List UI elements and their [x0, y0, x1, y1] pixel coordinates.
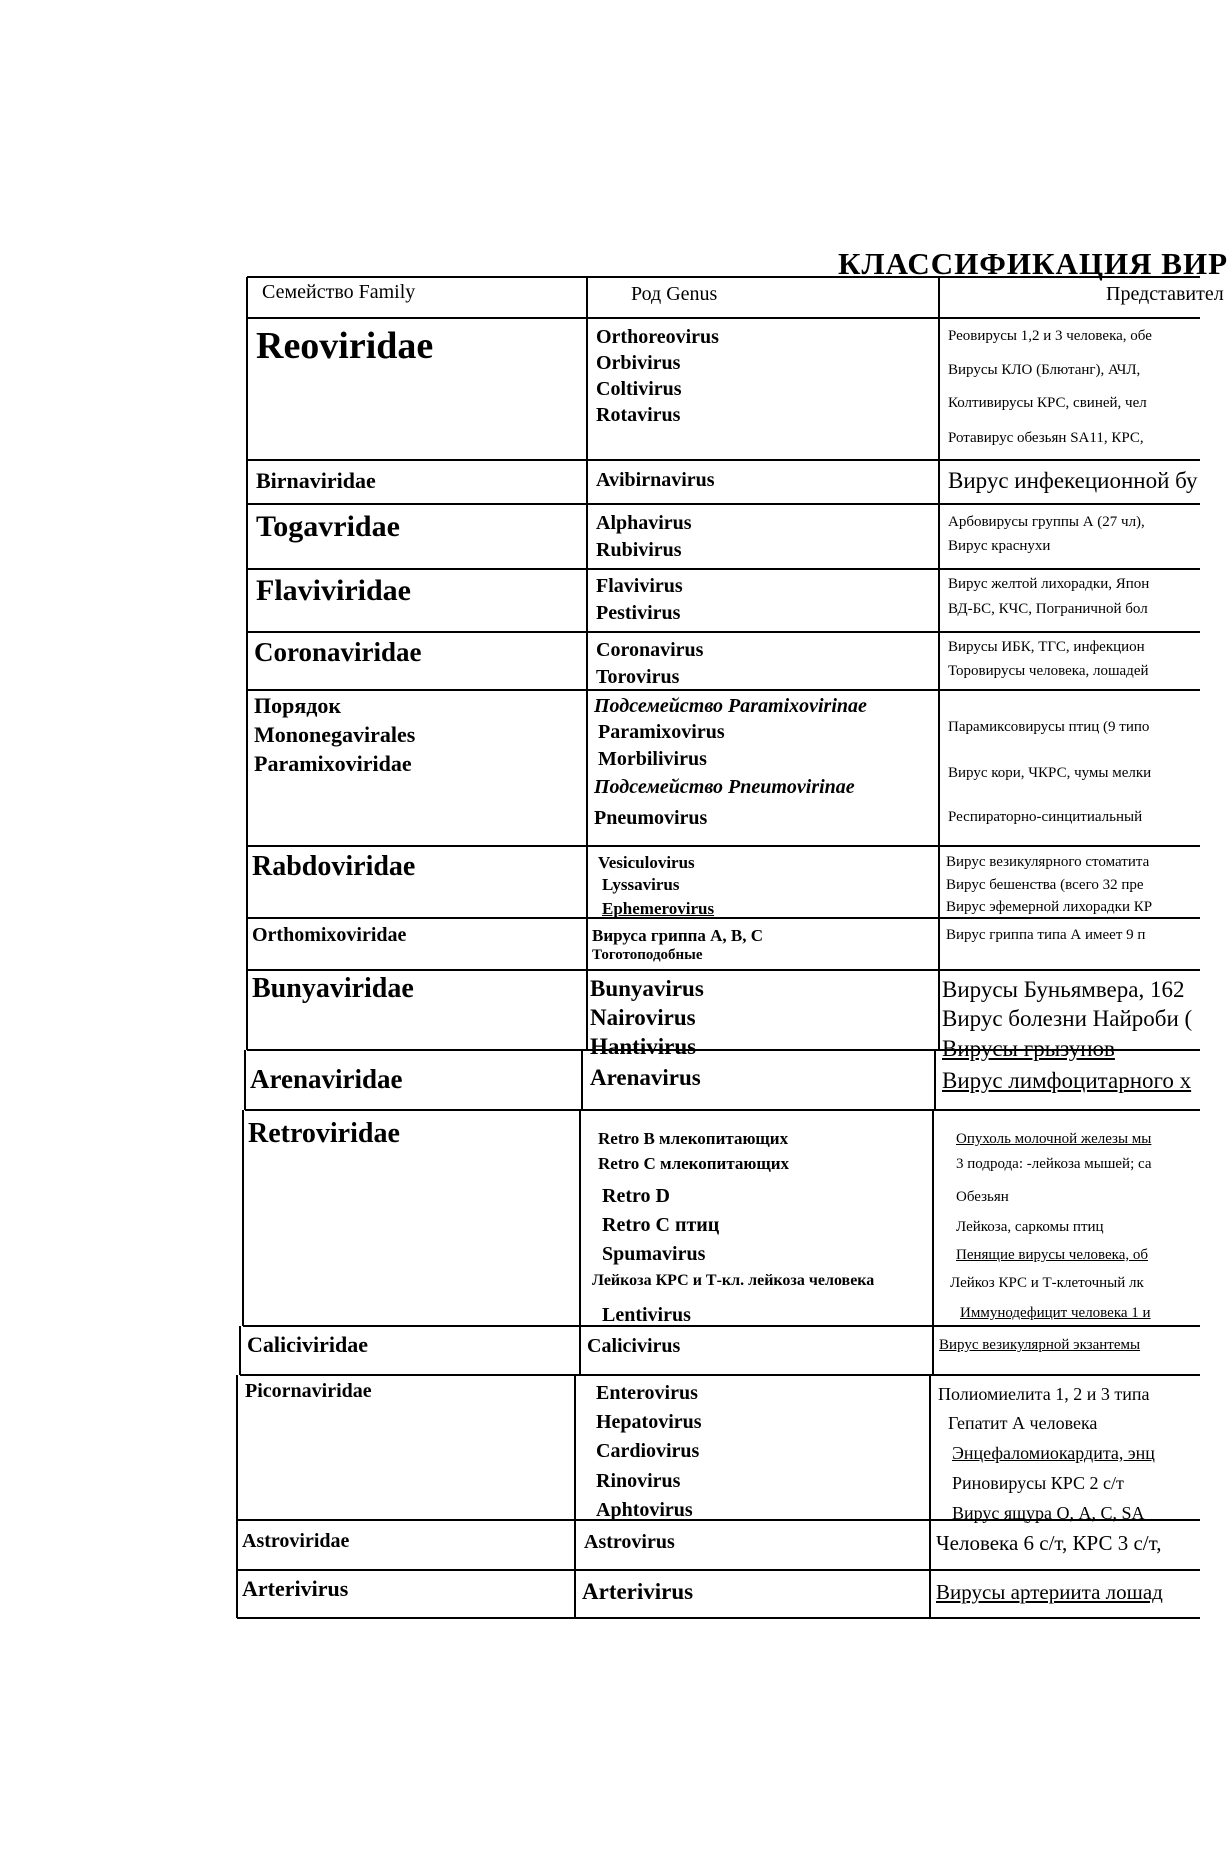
rep-rhabdoviridae-2: Вирус бешенства (всего 32 пре — [946, 877, 1144, 893]
genus-hantivirus: Hantivirus — [590, 1034, 697, 1059]
header-family: Семейство Family — [262, 281, 416, 303]
family-reoviridae: Reoviridae — [256, 325, 434, 367]
genus-paramixovirus: Paramixovirus — [598, 721, 725, 743]
rep-retroviridae-5: Пенящие вирусы человека, об — [956, 1247, 1148, 1263]
rep-reoviridae-3: Колтивирусы КРС, свиней, чел — [948, 395, 1147, 411]
genus-nairovirus: Nairovirus — [590, 1005, 696, 1030]
rep-coronaviridae-1: Вирусы ИБК, ТГС, инфекцион — [948, 639, 1145, 655]
family-coronaviridae: Coronaviridae — [254, 637, 422, 667]
rep-bunyaviridae-2: Вирус болезни Найроби ( — [942, 1006, 1193, 1031]
rep-togaviridae-2: Вирус краснухи — [948, 538, 1051, 554]
genus-influenza: Вируса гриппа А, В, С — [592, 926, 764, 945]
rep-togaviridae-1: Арбовирусы группы А (27 чл), — [948, 514, 1145, 530]
family-bunyaviridae: Bunyaviridae — [252, 973, 414, 1004]
family-arterivirus: Arterivirus — [242, 1576, 349, 1601]
genus-rotavirus: Rotavirus — [596, 404, 681, 426]
family-astroviridae: Astroviridae — [242, 1530, 350, 1552]
family-arenaviridae: Arenaviridae — [250, 1064, 403, 1094]
rep-picornaviridae-2: Гепатит А человека — [948, 1413, 1098, 1433]
family-birnaviridae: Birnaviridae — [256, 468, 376, 493]
rep-bunyaviridae-3: Вирусы грызунов — [942, 1036, 1115, 1061]
genus-cardiovirus: Cardiovirus — [596, 1440, 700, 1462]
genus-ephemerovirus: Ephemerovirus — [602, 899, 715, 918]
rep-astroviridae-1: Человека 6 с/т, КРС 3 с/т, — [936, 1531, 1162, 1555]
family-orthomyxoviridae: Orthomixoviridae — [252, 924, 407, 946]
rep-retroviridae-2: 3 подрода: -лейкоза мышей; са — [956, 1156, 1152, 1172]
genus-astrovirus: Astrovirus — [584, 1531, 675, 1553]
genus-thogoto-like: Тоготоподобные — [592, 947, 703, 963]
genus-spumavirus: Spumavirus — [602, 1243, 706, 1265]
rep-reoviridae-2: Вирусы КЛО (Блютанг), АЧЛ, — [948, 362, 1141, 378]
rep-retroviridae-6: Лейкоз КРС и Т-клеточный лк — [950, 1275, 1144, 1291]
family-retroviridae: Retroviridae — [248, 1118, 400, 1149]
genus-torovirus: Torovirus — [596, 666, 680, 688]
rep-picornaviridae-5: Вирус ящура О, А, С, SA — [952, 1503, 1145, 1523]
genus-morbilivirus: Morbilivirus — [598, 748, 707, 770]
subfamily-paramixovirinae: Подсемейство Paramixovirinae — [594, 695, 867, 717]
genus-retro-c-mammals: Retro С млекопитающих — [598, 1154, 790, 1173]
family-mononegavirales: Mononegavirales — [254, 722, 416, 747]
family-paramixoviridae: Paramixoviridae — [254, 751, 412, 776]
header-genus: Род Genus — [631, 283, 718, 305]
rep-reoviridae-4: Ротавирус обезьян SA11, КРС, — [948, 430, 1144, 446]
subfamily-pneumovirinae: Подсемейство Pneumovirinae — [594, 776, 855, 798]
genus-coltivirus: Coltivirus — [596, 378, 682, 400]
rep-retroviridae-7: Иммунодефицит человека 1 и — [960, 1305, 1151, 1321]
genus-blv-htlv: Лейкоза КРС и Т-кл. лейкоза человека — [592, 1272, 875, 1289]
genus-rinovirus: Rinovirus — [596, 1470, 681, 1492]
rep-arenaviridae-1: Вирус лимфоцитарного х — [942, 1068, 1192, 1093]
genus-alphavirus: Alphavirus — [596, 512, 692, 534]
genus-calicivirus: Calicivirus — [587, 1335, 681, 1357]
family-togaviridae: Togavridae — [256, 510, 400, 543]
rep-paramyxoviridae-1: Парамиксовирусы птиц (9 типо — [948, 719, 1150, 735]
rep-caliciviridae-1: Вирус везикулярной экзантемы — [939, 1337, 1141, 1353]
genus-rubivirus: Rubivirus — [596, 539, 682, 561]
rep-birnaviridae-1: Вирус инфекеционной бу — [948, 468, 1198, 493]
rep-coronaviridae-2: Торовирусы человека, лошадей — [948, 663, 1149, 679]
genus-arenavirus: Arenavirus — [590, 1065, 701, 1090]
rep-arterivirus-1: Вирусы артериита лошад — [936, 1580, 1163, 1604]
family-rhabdoviridae: Rabdoviridae — [252, 851, 416, 882]
genus-retro-d: Retro D — [602, 1185, 670, 1207]
family-picornaviridae: Picornaviridae — [245, 1380, 372, 1402]
genus-bunyavirus: Bunyavirus — [590, 976, 704, 1001]
genus-retro-b-mammals: Retro В млекопитающих — [598, 1129, 789, 1148]
rep-flaviviridae-2: ВД-БС, КЧС, Пограничной бол — [948, 601, 1148, 617]
rep-paramyxoviridae-2: Вирус кори, ЧКРС, чумы мелки — [948, 765, 1152, 781]
genus-aphtovirus: Aphtovirus — [596, 1499, 693, 1521]
rep-rhabdoviridae-1: Вирус везикулярного стоматита — [946, 854, 1150, 870]
genus-arterivirus: Arterivirus — [582, 1579, 694, 1604]
header-representatives: Представител — [1106, 283, 1224, 305]
document-title: КЛАССИФИКАЦИЯ ВИР — [838, 246, 1228, 281]
family-caliciviridae: Caliciviridae — [247, 1332, 368, 1357]
genus-retro-c-birds: Retro С птиц — [602, 1214, 720, 1236]
rep-retroviridae-4: Лейкоза, саркомы птиц — [956, 1219, 1104, 1235]
family-order-label: Порядок — [254, 693, 342, 718]
rep-retroviridae-1: Опухоль молочной железы мы — [956, 1131, 1152, 1147]
rep-reoviridae-1: Реовирусы 1,2 и 3 человека, обе — [948, 328, 1152, 344]
rep-retroviridae-3: Обезьян — [956, 1189, 1009, 1205]
family-flaviviridae: Flaviviridae — [256, 574, 411, 607]
rep-picornaviridae-1: Полиомиелита 1, 2 и 3 типа — [938, 1384, 1150, 1404]
rep-picornaviridae-4: Риновирусы КРС 2 с/т — [952, 1473, 1124, 1493]
genus-coronavirus: Coronavirus — [596, 639, 704, 661]
genus-lentivirus: Lentivirus — [602, 1304, 691, 1326]
genus-avibirnavirus: Avibirnavirus — [596, 469, 715, 491]
genus-flavivirus: Flavivirus — [596, 575, 683, 597]
rep-flaviviridae-1: Вирус желтой лихорадки, Япон — [948, 576, 1150, 592]
rep-rhabdoviridae-3: Вирус эфемерной лихорадки КР — [946, 899, 1153, 915]
rep-bunyaviridae-1: Вирусы Буньямвера, 162 — [942, 977, 1185, 1002]
genus-orthoreovirus: Orthoreovirus — [596, 326, 719, 348]
genus-pneumovirus: Pneumovirus — [594, 807, 708, 829]
rep-orthomyxoviridae-1: Вирус гриппа типа А имеет 9 п — [946, 927, 1146, 943]
genus-lyssavirus: Lyssavirus — [602, 875, 680, 894]
genus-pestivirus: Pestivirus — [596, 602, 681, 624]
rep-paramyxoviridae-3: Респираторно-синцитиальный — [948, 809, 1143, 825]
genus-enterovirus: Enterovirus — [596, 1382, 698, 1404]
genus-hepatovirus: Hepatovirus — [596, 1411, 702, 1433]
genus-vesiculovirus: Vesiculovirus — [598, 853, 695, 872]
rep-picornaviridae-3: Энцефаломиокардита, энц — [952, 1443, 1155, 1463]
genus-orbivirus: Orbivirus — [596, 352, 681, 374]
